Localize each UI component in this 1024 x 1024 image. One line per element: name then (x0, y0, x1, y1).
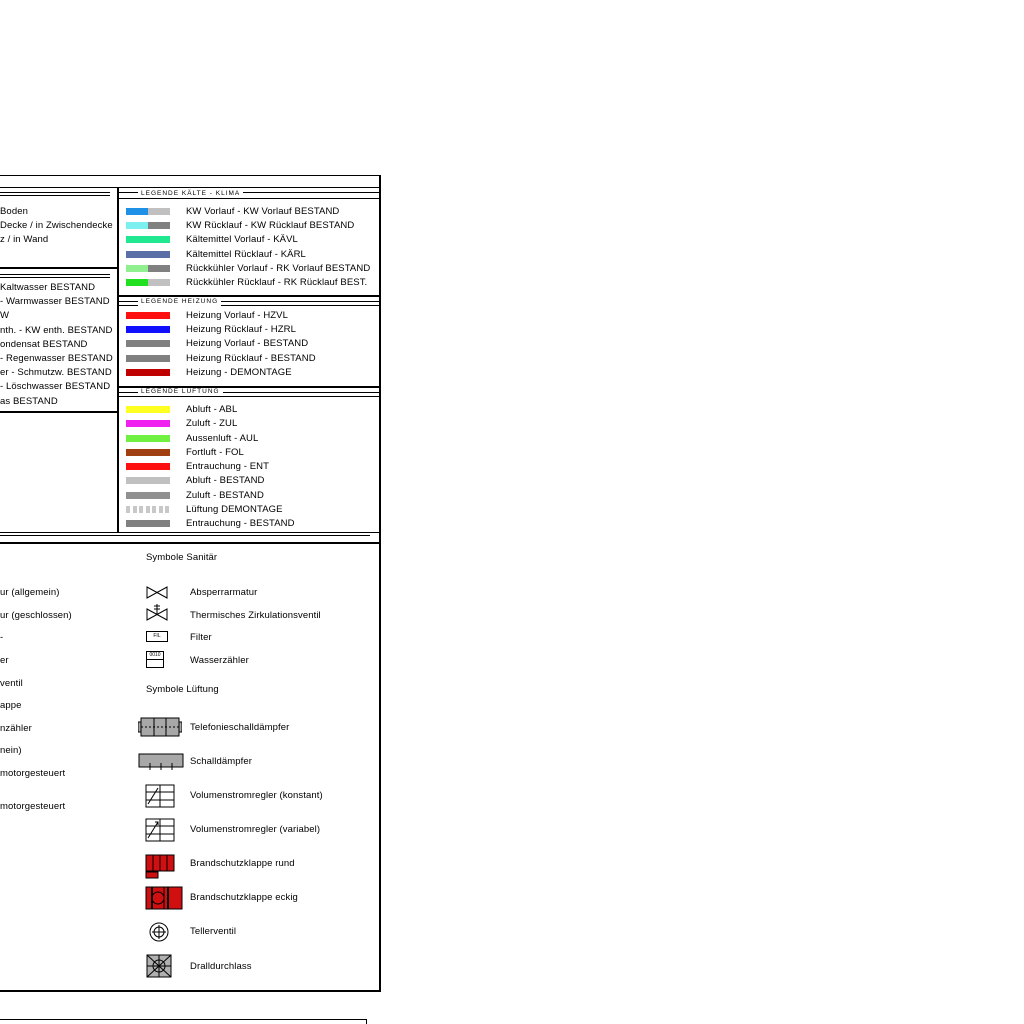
left-row3-6: nzähler (0, 723, 32, 734)
heizung-swatch-3 (126, 355, 148, 362)
heizung-label-4: Heizung - DEMONTAGE (186, 366, 292, 378)
kaelte-swatch-b-1 (148, 222, 170, 229)
left-row2-8: as BESTAND (0, 395, 58, 407)
lueftung-hdr-line-b (119, 396, 379, 397)
heizung-header: LEGENDE HEIZUNG (138, 298, 221, 306)
lueftung-swatch-dash (126, 506, 130, 513)
left-row3-4: ventil (0, 678, 23, 689)
kaelte-swatch-b-5 (148, 279, 170, 286)
lueftung-symbol-label-2: Volumenstromregler (konstant) (190, 790, 323, 801)
kaelte-swatch-b-2 (148, 236, 170, 243)
lueftung-symbol-label-1: Schalldämpfer (190, 756, 253, 767)
disc-valve-icon (148, 921, 170, 943)
left-row2-7: - Löschwasser BESTAND (0, 381, 111, 393)
bottom-box-top (0, 1019, 367, 1020)
section-divider-1 (0, 532, 381, 533)
silencer-icon (138, 753, 184, 771)
heizung-label-1: Heizung Rücklauf - HZRL (186, 324, 297, 336)
telephony-silencer-icon (138, 716, 182, 738)
lueftung-symbol-label-6: Tellerventil (190, 926, 237, 937)
left-row3-9: motorgesteuert (0, 801, 66, 812)
lueftung-symbol-label-7: Dralldurchlass (190, 961, 252, 972)
lueftung-swatch-8 (126, 520, 148, 527)
water-meter-digits: 0010 (147, 652, 163, 660)
water-meter-icon (146, 651, 164, 668)
vav-variable-icon (145, 818, 175, 842)
thermal-valve-icon (146, 603, 168, 621)
column-divider (117, 187, 119, 532)
heizung-label-3: Heizung Rücklauf - BESTAND (186, 352, 316, 364)
lueftung-label-8: Entrauchung - BESTAND (186, 518, 295, 529)
left-row2-2: W (0, 310, 10, 322)
lueftung-label-6: Zuluft - BESTAND (186, 489, 264, 501)
kaelte-swatch-0 (126, 208, 148, 215)
heizung-swatch-b-3 (148, 355, 170, 362)
left-header-line-b (0, 195, 110, 196)
lueftung-swatch-dash (146, 506, 150, 513)
lueftung-swatch-b-1 (148, 420, 170, 427)
section-divider-2 (0, 535, 370, 536)
kaelte-swatch-b-0 (148, 208, 170, 215)
lueftung-symbol-label-3: Volumenstromregler (variabel) (190, 824, 321, 835)
kaelte-swatch-4 (126, 265, 148, 272)
left-row2-4: ondensat BESTAND (0, 338, 88, 350)
lueftung-label-1: Zuluft - ZUL (186, 418, 238, 430)
heizung-swatch-b-0 (148, 312, 170, 319)
left-row1-2: z / in Wand (0, 234, 49, 245)
left-row3-1: ur (geschlossen) (0, 610, 72, 621)
lueftung-swatch-b-4 (148, 463, 170, 470)
section-divider-3 (0, 542, 381, 544)
lueftung-label-2: Aussenluft - AUL (186, 432, 259, 444)
kaelte-hdr-line-b (119, 198, 379, 199)
left-row3-5: appe (0, 700, 22, 711)
lueftung-swatch-6 (126, 492, 148, 499)
kaelte-label-3: Kältemittel Rücklauf - KÄRL (186, 248, 306, 260)
lueftung-swatch-b-2 (148, 435, 170, 442)
kaelte-swatch-5 (126, 279, 148, 286)
lueftung-swatch-5 (126, 477, 148, 484)
frame-right (379, 175, 381, 992)
lueftung-swatch-dash (165, 506, 169, 513)
left-row2-1: - Warmwasser BESTAND (0, 296, 110, 308)
sanitaer-label-0: Absperrarmatur (190, 587, 258, 598)
lueftung-swatch-dash (152, 506, 156, 513)
frame-bottom (0, 990, 381, 992)
left-row1-1: Decke / in Zwischendecke (0, 220, 113, 231)
left-row2-6: er - Schmutzw. BESTAND (0, 367, 112, 379)
kaelte-swatch-b-4 (148, 265, 170, 272)
lueftung-swatch-b-5 (148, 477, 170, 484)
lueftung-symbol-label-4: Brandschutzklappe rund (190, 858, 295, 869)
bottom-box-right (366, 1019, 367, 1024)
kaelte-swatch-2 (126, 236, 148, 243)
fire-damper-square-icon (145, 886, 183, 910)
heizung-swatch-4 (126, 369, 148, 376)
left-header-line-a (0, 192, 110, 193)
lueftung-swatch-b-3 (148, 449, 170, 456)
heizung-swatch-b-2 (148, 340, 170, 347)
frame-top-2 (0, 187, 381, 188)
kaelte-swatch-b-3 (148, 251, 170, 258)
left-row2-3: nth. - KW enth. BESTAND (0, 324, 113, 336)
heizung-swatch-b-1 (148, 326, 170, 333)
left-header2-line-b (0, 277, 110, 278)
kaelte-label-4: Rückkühler Vorlauf - RK Vorlauf BESTAND (186, 262, 371, 274)
lueftung-swatch-0 (126, 406, 148, 413)
lueftung-swatch-4 (126, 463, 148, 470)
heizung-top (119, 295, 379, 297)
left-row2-0: Kaltwasser BESTAND (0, 282, 96, 293)
left-header2-line-a (0, 274, 110, 275)
kaelte-label-2: Kältemittel Vorlauf - KÄVL (186, 234, 298, 246)
heizung-label-2: Heizung Vorlauf - BESTAND (186, 338, 309, 350)
sanitaer-label-3: Wasserzähler (190, 655, 249, 666)
sanitaer-label-2: Filter (190, 632, 212, 643)
kaelte-header: LEGENDE KÄLTE - KLIMA (138, 190, 243, 198)
left-row1-0: Boden (0, 206, 28, 217)
lueftung-swatch-dash (133, 506, 137, 513)
lueftung-symbol-label-5: Brandschutzklappe eckig (190, 892, 298, 903)
kaelte-label-0: KW Vorlauf - KW Vorlauf BESTAND (186, 206, 340, 217)
kaelte-label-5: Rückkühler Rücklauf - RK Rücklauf BEST. (186, 277, 368, 288)
left-row3-8: motorgesteuert (0, 768, 66, 779)
lueftung-symbole-title: Symbole Lüftung (146, 684, 219, 695)
left-row3-0: ur (allgemein) (0, 587, 60, 598)
fire-damper-round-icon (145, 854, 175, 880)
left-sep-1 (0, 267, 118, 269)
lueftung-label-4: Entrauchung - ENT (186, 461, 270, 472)
lueftung-swatch-2 (126, 435, 148, 442)
left-row2-5: - Regenwasser BESTAND (0, 353, 113, 364)
left-row3-2: - (0, 632, 4, 643)
lueftung-label-7: Lüftung DEMONTAGE (186, 503, 283, 515)
sanitaer-title: Symbole Sanitär (146, 552, 218, 563)
left-sep-2 (0, 411, 118, 413)
lueftung-swatch-3 (126, 449, 148, 456)
lueftung-label-3: Fortluft - FOL (186, 446, 244, 458)
heizung-swatch-1 (126, 326, 148, 333)
filter-icon: FIL (146, 631, 168, 642)
sanitaer-label-1: Thermisches Zirkulationsventil (190, 610, 321, 621)
vav-constant-icon (145, 784, 175, 808)
heizung-swatch-b-4 (148, 369, 170, 376)
kaelte-swatch-1 (126, 222, 148, 229)
heizung-label-0: Heizung Vorlauf - HZVL (186, 310, 288, 321)
frame-top (0, 175, 381, 176)
lueftung-swatch-1 (126, 420, 148, 427)
left-row3-3: er (0, 655, 9, 666)
lueftung-label-5: Abluft - BESTAND (186, 475, 265, 487)
lueftung-swatch-b-8 (148, 520, 170, 527)
lueftung-swatch-b-6 (148, 492, 170, 499)
lueftung-symbol-label-0: Telefonieschalldämpfer (190, 722, 290, 733)
lueftung-swatch-b-0 (148, 406, 170, 413)
lueftung-swatch-dash (159, 506, 163, 513)
lueftung-label-0: Abluft - ABL (186, 404, 238, 415)
kaelte-label-1: KW Rücklauf - KW Rücklauf BESTAND (186, 220, 355, 232)
left-row3-7: nein) (0, 745, 22, 756)
gate-valve-icon (146, 586, 168, 599)
heizung-swatch-0 (126, 312, 148, 319)
heizung-swatch-2 (126, 340, 148, 347)
lueftung-header: LEGENDE LÜFTUNG (138, 388, 223, 396)
kaelte-swatch-3 (126, 251, 148, 258)
swirl-diffuser-icon (146, 954, 172, 978)
lueftung-swatch-dash (139, 506, 143, 513)
